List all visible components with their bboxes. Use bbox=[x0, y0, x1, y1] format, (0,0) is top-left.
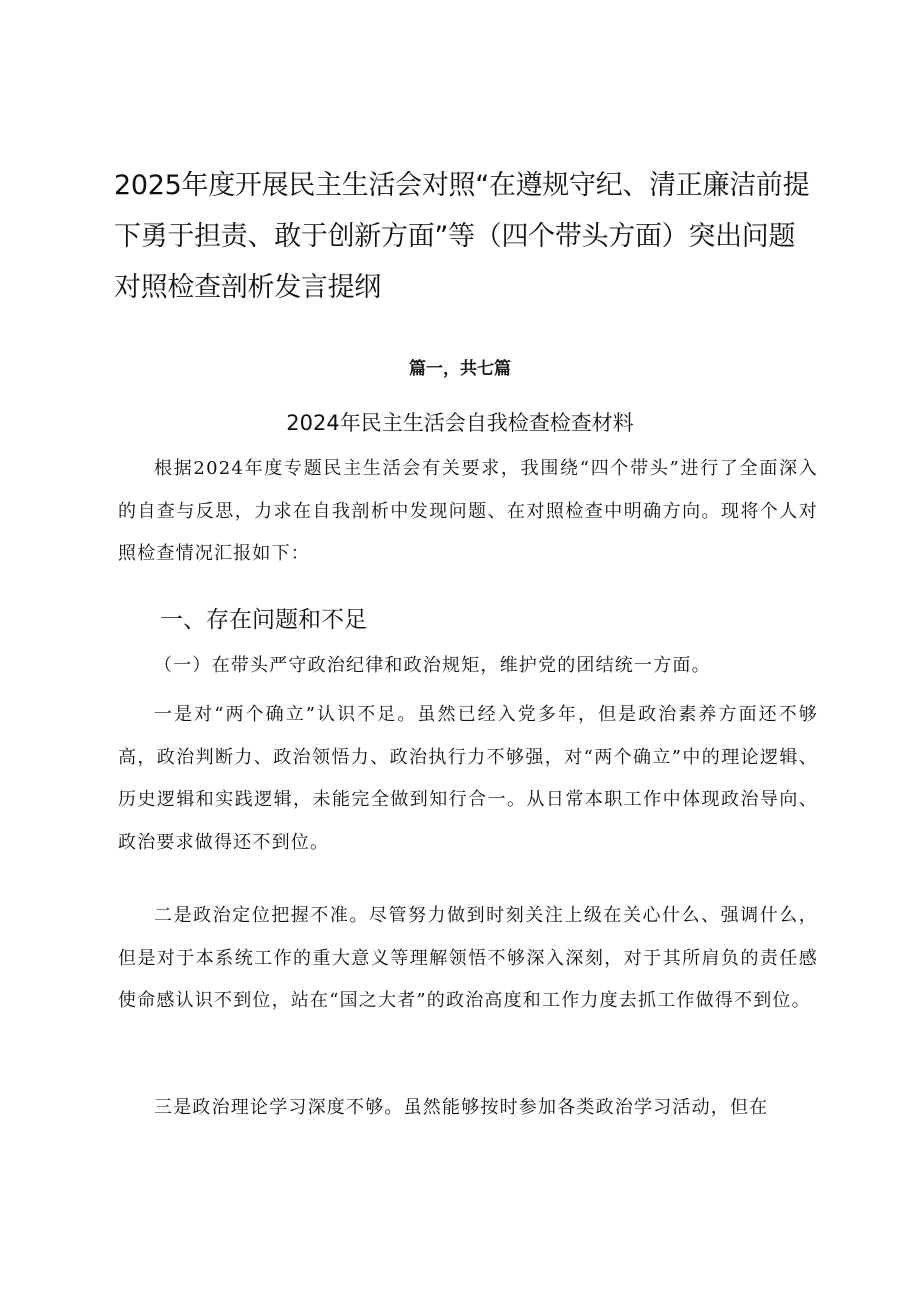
subsection-heading: （一）在带头严守政治纪律和政治规矩，维护党的团结统一方面。 bbox=[154, 655, 711, 676]
point-paragraph-1: 一是对“两个确立”认识不足。虽然已经入党多年，但是政治素养方面还不够高，政治判断力、政治领悟力、政治执行力不够强，对“两个确立”中的理论逻辑、历史逻辑和实践逻辑，未能完全做到知行合一。从日常本职工作中体现政治导向、政治要求做得还不到位。 bbox=[118, 704, 818, 853]
intro-paragraph: 根据2024年度专题民主生活会有关要求，我围绕“四个带头”进行了全面深入的自查与反思，力求在自我剖析中发现问题、在对照检查中明确方向。现将个人对照检查情况汇报如下： bbox=[118, 458, 818, 564]
part-label: 篇一，共七篇 bbox=[409, 359, 511, 379]
article-title: 2024年民主生活会自我检查检查材料 bbox=[286, 411, 634, 435]
section-heading: 一、存在问题和不足 bbox=[160, 607, 367, 633]
document-title: 2025年度开展民主生活会对照“在遵规守纪、清正廉洁前提下勇于担责、敢于创新方面”等（四个带头方面）突出问题对照检查剖析发言提纲 bbox=[114, 170, 810, 303]
point-paragraph-3: 三是政治理论学习深度不够。虽然能够按时参加各类政治学习活动，但在 bbox=[154, 1097, 769, 1118]
point-paragraph-2: 二是政治定位把握不准。尽管努力做到时刻关注上级在关心什么、强调什么，但是对于本系统工作的重大意义等理解领悟不够深入深刻，对于其所肩负的责任感使命感认识不到位，站在“国之大者”的政治高度和工作力度去抓工作做得不到位。 bbox=[118, 905, 818, 1011]
